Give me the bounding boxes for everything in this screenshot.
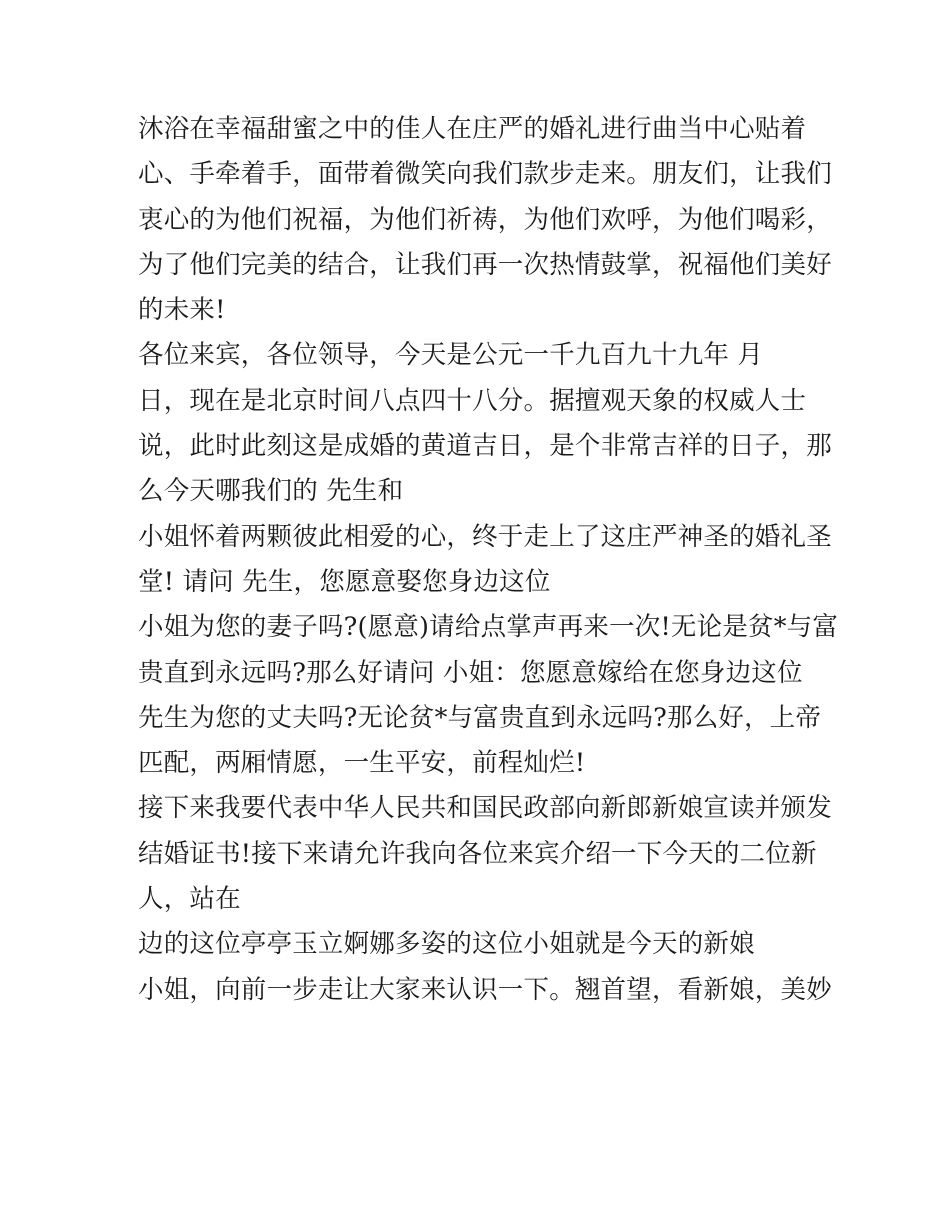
text-line: 心、手牵着手，面带着微笑向我们款步走来。朋友们，让我们 <box>138 159 832 190</box>
text-line: 沐浴在幸福甜蜜之中的佳人在庄严的婚礼进行曲当中心贴着 <box>138 114 807 144</box>
text-line: 贵直到永远吗?那么好请问 小姐：您愿意嫁给在您身边这位 <box>138 657 803 688</box>
text-line: 接下来我要代表中华人民共和国民政部向新郎新娘宣读并颁发 <box>138 793 832 824</box>
text-line: 小姐为您的妻子吗?(愿意)请给点掌声再来一次!无论是贫*与富 <box>138 612 839 643</box>
text-line: 边的这位亭亭玉立婀娜多姿的这位小姐就是今天的新娘 <box>138 929 755 960</box>
text-line: 人，站在 <box>138 884 241 915</box>
text-line: 为了他们完美的结合，让我们再一次热情鼓掌，祝福他们美好 <box>138 249 832 280</box>
document-body <box>138 107 838 1013</box>
text-line: 结婚证书!接下来请允许我向各位来宾介绍一下今天的二位新 <box>138 838 817 869</box>
text-line: 的未来! <box>138 295 226 326</box>
text-line: 说，此时此刻这是成婚的黄道吉日，是个非常吉祥的日子，那 <box>138 431 832 462</box>
text-line: 匹配，两厢情愿，一生平安，前程灿烂! <box>138 748 586 779</box>
text-line: 各位来宾，各位领导，今天是公元一千九百九十九年 月 <box>138 340 764 371</box>
text-line: 小姐怀着两颗彼此相爱的心，终于走上了这庄严神圣的婚礼圣 <box>138 521 832 552</box>
text-line: 衷心的为他们祝福，为他们祈祷，为他们欢呼，为他们喝彩， <box>138 204 832 235</box>
text-line: 小姐，向前一步走让大家来认识一下。翘首望，看新娘，美妙 <box>138 974 832 1005</box>
text-line: 堂! 请问 先生，您愿意娶您身边这位 <box>138 566 551 597</box>
text-line: 日，现在是北京时间八点四十八分。据擅观天象的权威人士 <box>138 385 807 416</box>
text-line: 么今天哪我们的 先生和 <box>138 476 404 507</box>
text-line: 先生为您的丈夫吗?无论贫*与富贵直到永远吗?那么好，上帝 <box>138 702 822 733</box>
